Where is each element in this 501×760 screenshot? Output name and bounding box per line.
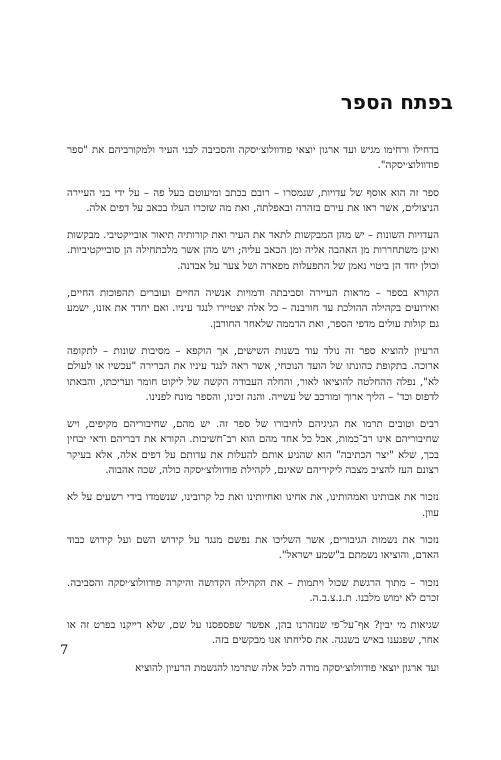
paragraph-testimonies: ספר זה הוא אוסף של עדויות, שנמסרו – רובם בכתב ומיעוטם בעל פה – על ידי בני העיירה הניצולים, אשר ראו את עירם בזהרה ובאפלתה, ואת מה שזכרו העלו בכאב על דפים אלה. — [67, 186, 439, 214]
paragraph-contributors: רבים וטובים תרמו את הגיגיהם לחיבורו של ספר זה. יש מהם, שחיבוריהם מקיפים, ויש שחיבוריהם אינו רב־כמות, אבל כל אחד מהם הוא רב־חשיבות. הקורא את דבריהם ודאי יבחין בכך, שלא "יצר הכתיבה" הוא שהניע אותם להעלות את עדותם על דפים אלה, אלא בעיקר רצונם העז להציב מצבה ליקיריהם שאינם, לקהילת פודוולוצ׳יסקה כולה, שכה אהבוה. — [67, 418, 439, 477]
page-title: בפתח הספר — [340, 90, 453, 114]
paragraph-idea-origin: הרעיון להוציא ספר זה נולד עוד בשנות השישים, אך הוקפא – מסיבות שונות – לתקופה ארוכה. בתקופת כהונתו של הועד הנוכחי, אשר ראה לנגד עיניו את הברירה "עכשיו או לעולם לא", נפלה ההחלטה להוציאו לאור, והחלה העבודה הקשה של ליקוט חומר ועריכתו, והבאתו לדפוס וכד' – הליך ארוך ומורכב של עשייה. והנה זכינו, והספר מונח לפנינו. — [67, 344, 439, 403]
paragraph-testimony-types: העדויות השונות – יש מהן המבקשות לתאר את העיר ואת קורותיה תיאור אובייקטיבי. מבקשות ואינן משתחררות מן האהבה אליה ומן הכאב עליה; ויש מהן אשר מלכתחילה הן סובייקטיביות. וכולן יחד הן ביטוי נאמן של התפעלות מפארה ושל צער על אבדנה. — [67, 229, 439, 272]
paragraph-remember-community: נזכור – מתוך הרגשת שכול ויתמות – את הקהילה הקדושה והיקרה פודוולוצ׳יסקה והסביבה. זכרם לא ימוש מלבנו. ת.נ.צ.ב.ה. — [67, 576, 439, 604]
paragraph-errors: שגיאות מי יבין? אף־על־פי שנזהרנו בהן, אפשר שפספסנו על שם, שלא דייקנו בפרט זה או אחר, שפגענו באיש בשגגה. את סליחתו אנו מבקשים בזה. — [67, 619, 439, 647]
paragraph-reader: הקורא בספר – מראות העיירה וסביבתה ודמויות אנשיה החיים ועוברים תהפוכות החיים, ואירועים בקהילה ההולכת עד חורבנה – כל אלה יצטיירו לנגד עיניו. ואם יחדד את אזנו, ישמע גם קולות עולים מדפי הספר, ואת הדממה שלאחר החורבן. — [67, 287, 439, 330]
paragraph-thanks: ועד ארגון יוצאי פודוולוצ׳יסקה מודה לכל אלה שתרמו להגשמת הרעיון להוציא — [135, 661, 439, 674]
paragraph-remember-family: נזכור את אבותינו ואמהותינו, את אחינו ואחיותינו ואת כל קרובינו, שנשמדו בידי רשעים על לא עוון. — [67, 491, 439, 519]
paragraph-remember-heroes: נזכור את נשמות הגיבורים, אשר השליכו את נפשם מנגד על קידוש השם ועל קידוש כבוד האדם, והוציאו נשמתם ב"שמע ישראל". — [67, 533, 439, 562]
page-number: 7 — [60, 643, 69, 658]
paragraph-dedication: בדחילו ורחימו מגיש ועד ארגון יוצאי פודוולוצ׳יסקה והסביבה לבני העיר ולמקורביהם את "ספר פודוולוצ׳יסקה". — [67, 144, 439, 172]
text-body — [67, 143, 439, 688]
